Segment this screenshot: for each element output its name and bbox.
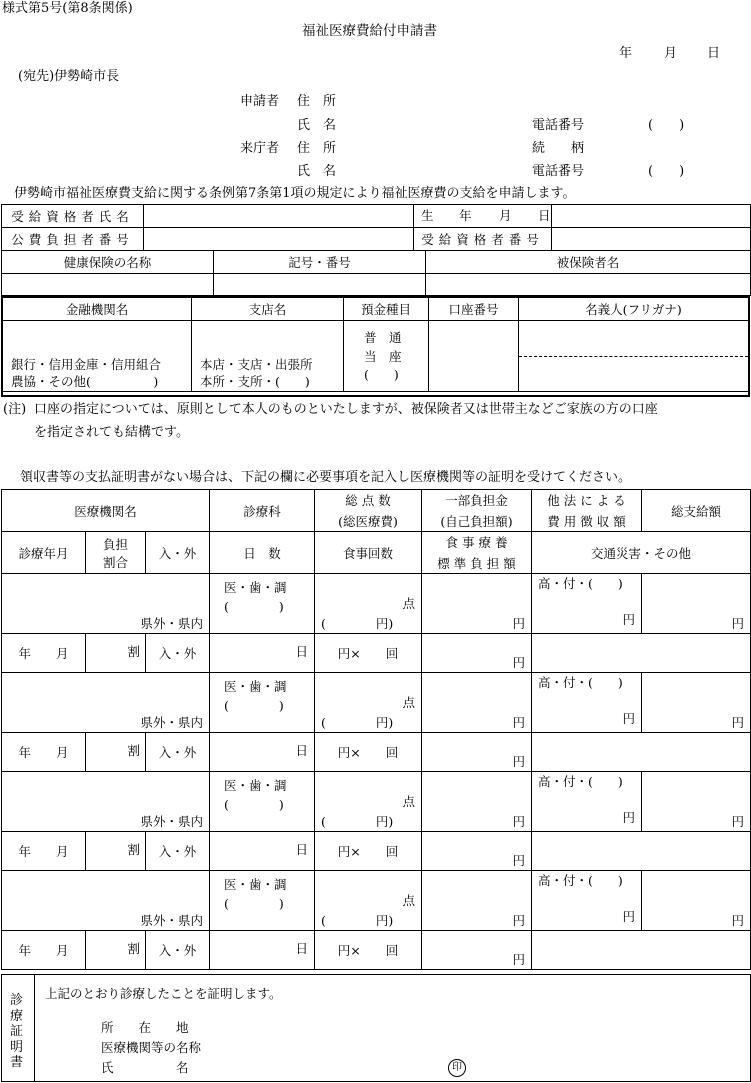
institution-field[interactable]: 県外・県内 — [2, 574, 210, 634]
accident-field[interactable] — [532, 832, 751, 871]
applicant-phone-label: 電話番号 — [532, 118, 585, 133]
applicant-name-label: 氏 名 — [297, 118, 337, 133]
certification-label — [2, 975, 35, 1082]
points-field[interactable]: 点 ( 円) — [315, 772, 422, 832]
ratio-field[interactable]: 割 — [86, 733, 146, 772]
recipient-name-field[interactable] — [144, 205, 414, 228]
visitor-phone-label: 電話番号 — [532, 164, 585, 179]
bank-branch-label: 支店名 — [192, 298, 344, 321]
location-label: 所 在 地 — [101, 1020, 189, 1035]
days-field[interactable]: 日 — [210, 733, 315, 772]
header-year-month: 診療年月 — [2, 532, 86, 574]
medical-table — [1, 489, 751, 970]
in-out-field[interactable]: 入・外 — [146, 832, 210, 871]
deposit-type-label: 預金種目 — [344, 298, 429, 321]
seal-icon: 印 — [448, 1059, 466, 1077]
points-field[interactable]: 点 ( 円) — [315, 871, 422, 931]
account-number-label: 口座番号 — [429, 298, 519, 321]
accident-field[interactable] — [532, 634, 751, 673]
other-law-field[interactable]: 高・付・( ) 円 — [532, 871, 642, 931]
record-row — [2, 871, 751, 931]
account-number-field[interactable] — [429, 321, 519, 392]
ratio-field[interactable]: 割 — [86, 832, 146, 871]
partial-field[interactable]: 円 — [422, 871, 532, 931]
meals-field[interactable]: 円× 回 — [315, 832, 422, 871]
meals-field[interactable]: 円× 回 — [315, 931, 422, 970]
bank-branch-field[interactable]: 本店・支店・出張所 本所・支所・( ) — [192, 321, 344, 392]
days-field[interactable]: 日 — [210, 931, 315, 970]
in-out-field[interactable]: 入・外 — [146, 733, 210, 772]
days-field[interactable]: 日 — [210, 832, 315, 871]
certification-vertical-label: 診療証明書 — [10, 993, 24, 1070]
insurance-table — [1, 250, 751, 296]
record-subrow — [2, 931, 751, 970]
recipient-name-label: 受給資格者氏名 — [2, 205, 144, 228]
bank-institution-label: 金融機関名 — [3, 298, 192, 321]
deposit-type-field[interactable]: 普 通 当 座 ( ) — [344, 321, 429, 392]
birth-label: 生 年 月 日 — [414, 205, 552, 228]
food-standard-field[interactable]: 円 — [422, 733, 532, 772]
header-burden-ratio: 負担 割合 — [86, 532, 146, 574]
note-line1: 口座の指定については、原則として本人のものといたしますが、被保険者又は世帯主などご家族の方の口座 — [34, 402, 658, 417]
payer-number-field[interactable] — [144, 228, 414, 251]
points-field[interactable]: 点 ( 円) — [315, 673, 422, 733]
other-law-field[interactable]: 高・付・( ) 円 — [532, 574, 642, 634]
other-law-field[interactable]: 高・付・( ) 円 — [532, 772, 642, 832]
points-field[interactable]: 点 ( 円) — [315, 574, 422, 634]
bank-institution-field[interactable]: 銀行・信用金庫・信用組合 農協・その他( ) — [3, 321, 192, 392]
date-day: 日 — [707, 46, 721, 61]
payer-number-label: 公費負担者番号 — [2, 228, 144, 251]
meals-field[interactable]: 円× 回 — [315, 634, 422, 673]
bank-table — [2, 297, 749, 392]
meals-field[interactable]: 円× 回 — [315, 733, 422, 772]
days-field[interactable]: 日 — [210, 634, 315, 673]
record-subrow — [2, 733, 751, 772]
symbol-number-label: 記号・番号 — [214, 251, 426, 274]
addressee: (宛先)伊勢崎市長 — [18, 69, 120, 84]
record-subrow — [2, 634, 751, 673]
note-line2: を指定されても結構です。 — [34, 425, 189, 440]
account-holder-field[interactable] — [519, 321, 749, 392]
header-accident-other: 交通災害・その他 — [532, 532, 751, 574]
record-subrow — [2, 832, 751, 871]
header-days: 日 数 — [210, 532, 315, 574]
visitor-name-label: 氏 名 — [297, 164, 337, 179]
record-row — [2, 574, 751, 634]
year-month-field[interactable]: 年 月 — [2, 733, 86, 772]
institution-field[interactable]: 県外・県内 — [2, 673, 210, 733]
recipient-number-label: 受給資格者番号 — [414, 228, 552, 251]
furigana-divider — [519, 356, 748, 357]
food-standard-field[interactable]: 円 — [422, 931, 532, 970]
total-field[interactable]: 円 — [642, 574, 751, 634]
certification-table — [1, 974, 751, 1082]
date-year: 年 — [619, 46, 633, 61]
header-institution: 医療機関名 — [2, 490, 210, 532]
header-in-out: 入・外 — [146, 532, 210, 574]
recipient-info-table — [1, 204, 751, 251]
institution-field[interactable]: 県外・県内 — [2, 871, 210, 931]
department-field[interactable]: 医・歯・調 ( ) — [210, 871, 315, 931]
year-month-field[interactable]: 年 月 — [2, 634, 86, 673]
partial-field[interactable]: 円 — [422, 574, 532, 634]
insured-name-label: 被保険者名 — [426, 251, 751, 274]
other-law-field[interactable]: 高・付・( ) 円 — [532, 673, 642, 733]
department-field[interactable]: 医・歯・調 ( ) — [210, 772, 315, 832]
institution-field[interactable]: 県外・県内 — [2, 772, 210, 832]
header-meals: 食事回数 — [315, 532, 422, 574]
year-month-field[interactable]: 年 月 — [2, 832, 86, 871]
department-field[interactable]: 医・歯・調 ( ) — [210, 574, 315, 634]
recipient-number-field[interactable] — [552, 228, 751, 251]
ratio-field[interactable]: 割 — [86, 634, 146, 673]
visitor-label: 来庁者 — [240, 141, 280, 156]
partial-field[interactable]: 円 — [422, 673, 532, 733]
total-field[interactable]: 円 — [642, 871, 751, 931]
total-field[interactable]: 円 — [642, 772, 751, 832]
certification-statement: 上記のとおり診療したことを証明します。 — [45, 986, 282, 1001]
certification-body — [35, 975, 751, 1082]
institution-name-label: 医療機関等の名称 — [101, 1040, 202, 1055]
insurance-name-field[interactable] — [2, 274, 214, 296]
header-partial-payment: 一部負担金 (自己負担額) — [422, 490, 532, 532]
applicant-address-label: 住 所 — [297, 94, 337, 109]
birth-date-field[interactable] — [552, 205, 751, 228]
receipt-notice: 領収書等の支払証明書がない場合は、下記の欄に必要事項を記入し医療機関等の証明を受けてください。 — [20, 470, 632, 485]
food-standard-field[interactable]: 円 — [422, 634, 532, 673]
date-month: 月 — [664, 46, 678, 61]
symbol-number-field[interactable] — [214, 274, 426, 296]
record-row — [2, 772, 751, 832]
in-out-field[interactable]: 入・外 — [146, 634, 210, 673]
declaration: 伊勢崎市福祉医療費支給に関する条例第7条第1項の規定により福祉医療費の支給を申請します。 — [14, 186, 576, 201]
header-total-payment: 総支給額 — [642, 490, 751, 532]
form-number: 様式第5号(第8条関係) — [2, 1, 133, 16]
department-field[interactable]: 医・歯・調 ( ) — [210, 673, 315, 733]
header-department: 診療科 — [210, 490, 315, 532]
note-label: (注) — [3, 402, 27, 417]
visitor-phone-paren: ( ) — [648, 164, 685, 179]
ratio-field[interactable]: 割 — [86, 931, 146, 970]
record-row — [2, 673, 751, 733]
accident-field[interactable] — [532, 733, 751, 772]
account-holder-label: 名義人(フリガナ) — [519, 298, 749, 321]
header-total-points: 総 点 数 (総医療費) — [315, 490, 422, 532]
header-other-law: 他 法 に よ る 費 用 徴 収 額 — [532, 490, 642, 532]
year-month-field[interactable]: 年 月 — [2, 931, 86, 970]
accident-field[interactable] — [532, 931, 751, 970]
doctor-name-label: 氏 名 — [101, 1060, 189, 1075]
applicant-phone-paren: ( ) — [648, 118, 685, 133]
form-title: 福祉医療費給付申請書 — [302, 23, 437, 39]
in-out-field[interactable]: 入・外 — [146, 931, 210, 970]
food-standard-field[interactable]: 円 — [422, 832, 532, 871]
total-field[interactable]: 円 — [642, 673, 751, 733]
insured-name-field[interactable] — [426, 274, 751, 296]
applicant-label: 申請者 — [240, 94, 280, 109]
header-food-standard: 食 事 療 養 標 準 負 担 額 — [422, 532, 532, 574]
visitor-relation-label: 続 柄 — [532, 141, 585, 156]
partial-field[interactable]: 円 — [422, 772, 532, 832]
insurance-name-label: 健康保険の名称 — [2, 251, 214, 274]
visitor-address-label: 住 所 — [297, 141, 337, 156]
